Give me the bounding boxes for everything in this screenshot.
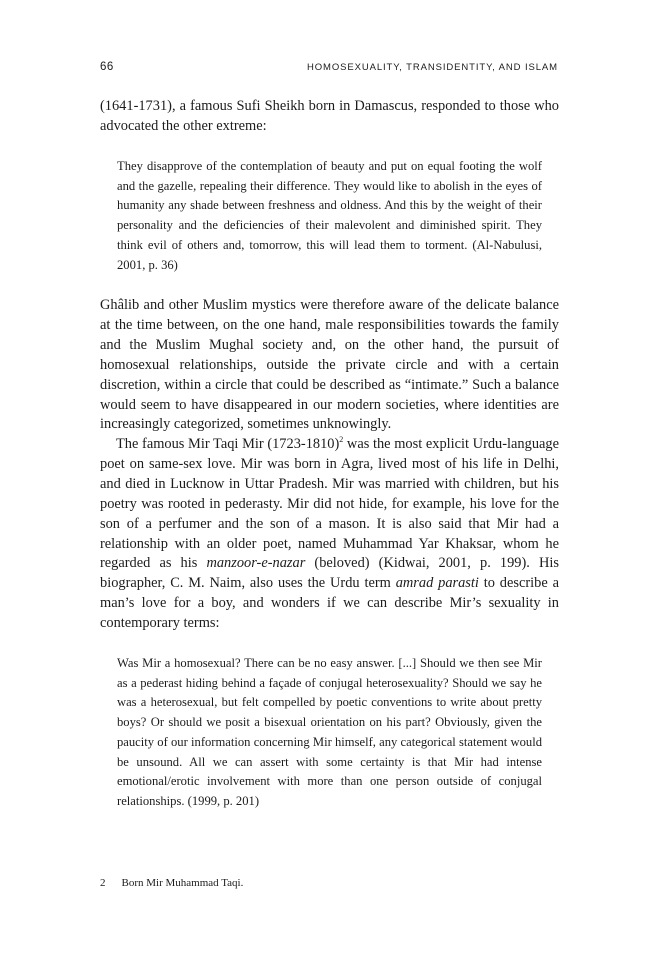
- footnote: [100, 876, 243, 890]
- paragraph-mir: [100, 435, 559, 634]
- paragraph-mir-part-d: to describe a man’s love for a boy, and wonders if we can describe Mir’s sexuality in contemporary terms:: [100, 575, 559, 632]
- footnote-number: 2: [100, 877, 106, 889]
- page-header: [100, 61, 558, 77]
- paragraph-mir-part-b: was the most explicit Urdu-language poet on same-sex love. Mir was born in Agra, lived most of his life in Delhi, and died in Lucknow in Uttar Pradesh. Mir was married with children, but his poetry was rooted in pederasty. Mir did not hide, for example, his love for the son of a perfumer and the son of a mason. It is also said that Mir had a relationship with an older poet, named Muhammad Yar Khaksar, whom he regarded as his: [100, 436, 559, 572]
- paragraph-mir-part-c: (beloved) (Kidwai, 2001, p. 199). His biographer, C. M. Naim, also uses the Urdu term: [100, 555, 559, 592]
- block-quote-naim: Was Mir a homosexual? There can be no easy answer. [...] Should we then see Mir as a pederast hiding behind a façade of conjugal heterosexuality? Should we say he was a heterosexual, but felt compelled by poetic conventions to write about pretty boys? Or should we posit a bisexual orientation on his part? Obviously, given the paucity of our information concerning Mir himself, any categorical statement would be unsound. All we can assert with some certainty is that Mir had intense emotional/erotic involvement with more than one person outside of conjugal relationships. (1999, p. 201): [117, 656, 542, 808]
- running-head: HOMOSEXUALITY, TRANSIDENTITY, AND ISLAM: [306, 62, 558, 73]
- footnote-text: Born Mir Muhammad Taqi.: [121, 877, 244, 889]
- paragraph-ghalib: Ghâlib and other Muslim mystics were therefore aware of the delicate balance at the time between, on the one hand, male responsibilities towards the family and the Muslim Mughal society and, on the other hand, the pursuit of homosexual relationships, outside the private circle and with a certain discretion, within a circle that could be described as “intimate.” Such a balance would seem to have disappeared in our modern societies, where identities are increasingly categorized, sometimes unknowingly.: [100, 297, 559, 433]
- page-number: 66: [100, 61, 114, 73]
- term-manzoor-e-nazar: manzoor-e-nazar: [206, 555, 306, 572]
- paragraph-mir-part-a: The famous Mir Taqi Mir (1723-1810): [116, 436, 340, 452]
- paragraph-opening: (1641-1731), a famous Sufi Sheikh born in Damascus, responded to those who advocated the other extreme:: [100, 98, 559, 134]
- term-amrad-parasti: amrad parasti: [395, 575, 479, 592]
- block-quote-nabulusi: They disapprove of the contemplation of beauty and put on equal footing the wolf and the gazelle, repealing their difference. They would like to abolish in the eyes of humanity any shade between freshness and oldness. And this by the weight of their personality and the deficiencies of their malevolent and diminished spirit. They think evil of others and, tomorrow, this will lead them to torment. (Al-Nabulusi, 2001, p. 36): [117, 159, 542, 272]
- footnote-marker: 2: [339, 435, 344, 445]
